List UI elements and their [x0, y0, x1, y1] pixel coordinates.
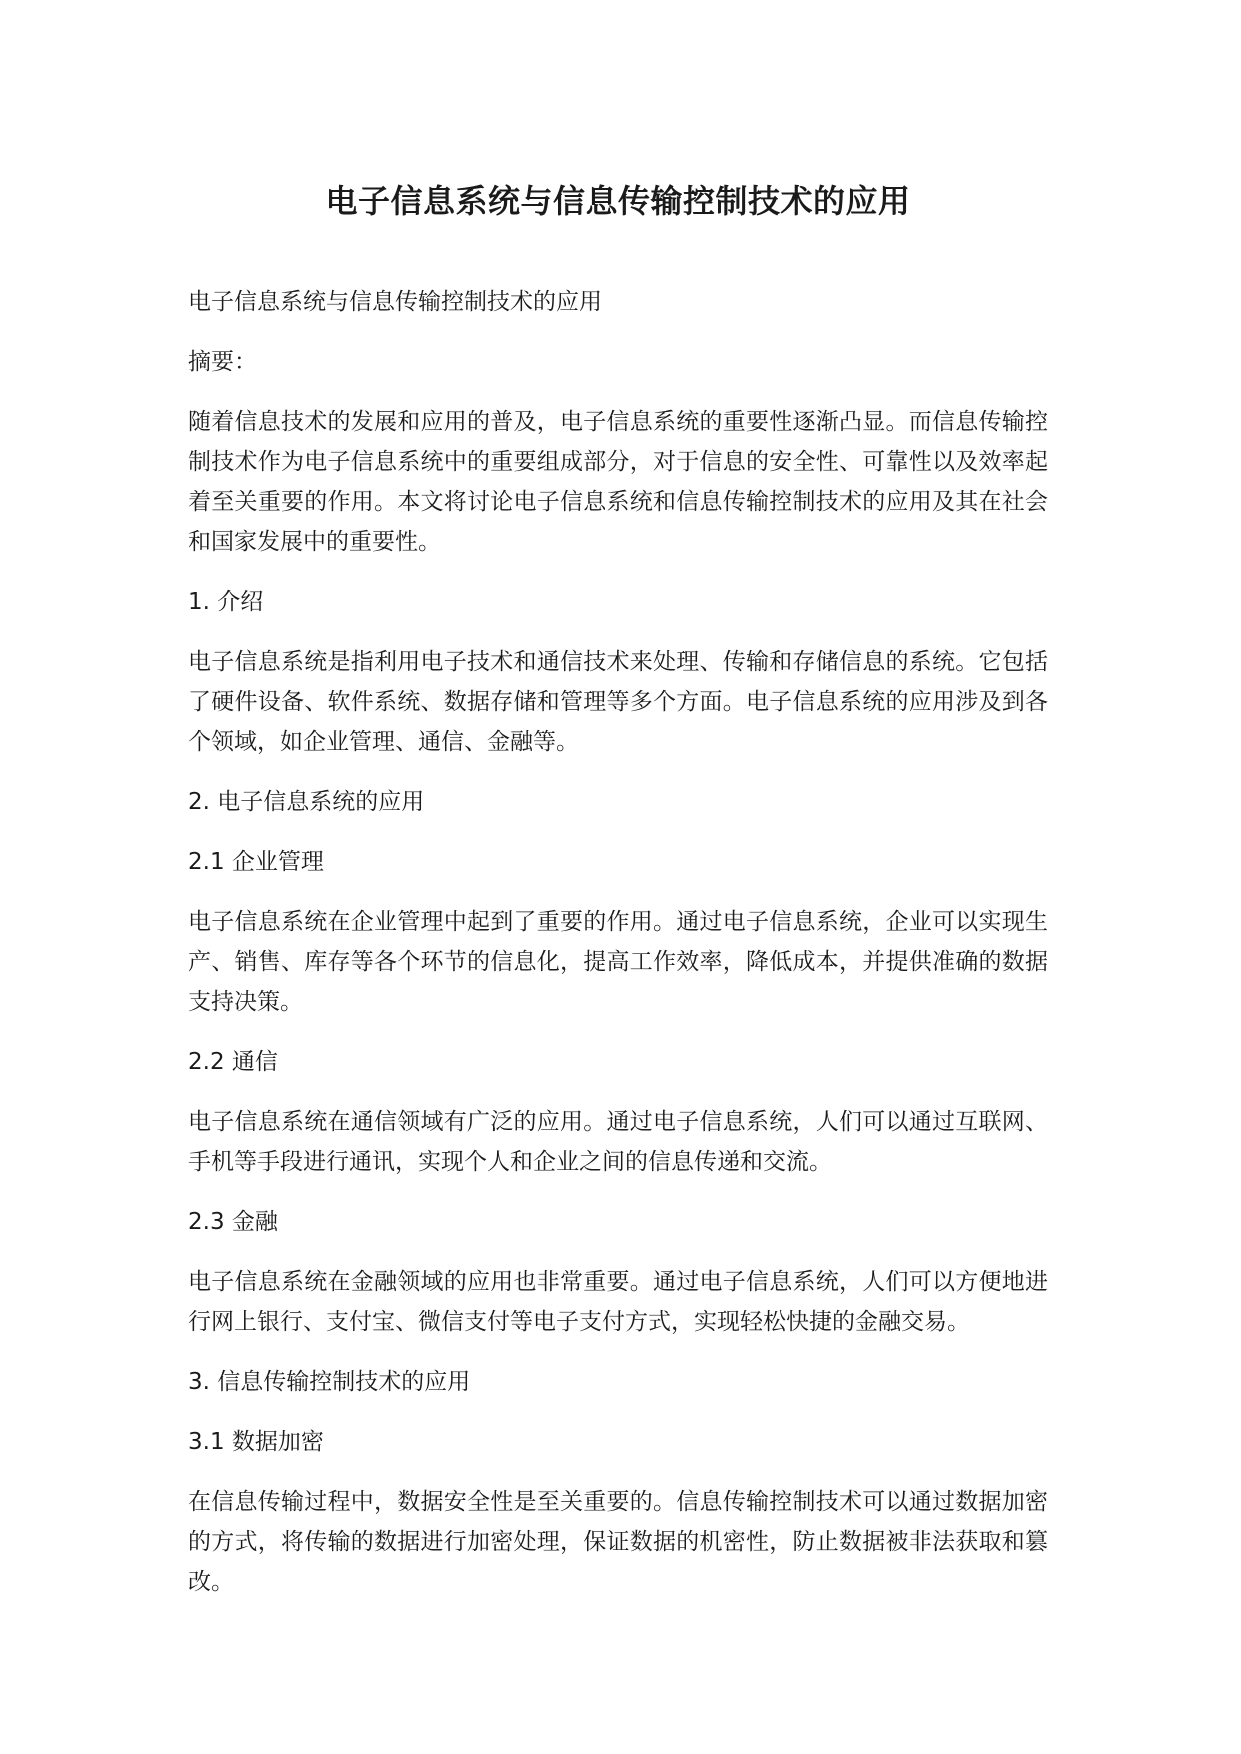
- section-heading-3: 3. 信息传输控制技术的应用: [188, 1369, 471, 1395]
- subsection-2-3-paragraph: 电子信息系统在金融领域的应用也非常重要。通过电子信息系统，人们可以方便地进行网上银行、支付宝、微信支付等电子支付方式，实现轻松快捷的金融交易。: [188, 1269, 1048, 1335]
- document-title: 电子信息系统与信息传输控制技术的应用: [325, 182, 911, 220]
- section-heading-2: 2. 电子信息系统的应用: [188, 789, 425, 815]
- subsection-heading-2-3: 2.3 金融: [188, 1209, 278, 1235]
- subsection-heading-2-2: 2.2 通信: [188, 1049, 278, 1075]
- subsection-2-1-paragraph: 电子信息系统在企业管理中起到了重要的作用。通过电子信息系统，企业可以实现生产、销售、库存等各个环节的信息化，提高工作效率，降低成本，并提供准确的数据支持决策。: [188, 909, 1048, 1015]
- section-1-paragraph: 电子信息系统是指利用电子技术和通信技术来处理、传输和存储信息的系统。它包括了硬件设备、软件系统、数据存储和管理等多个方面。电子信息系统的应用涉及到各个领域，如企业管理、通信、金融等。: [188, 649, 1048, 755]
- subsection-3-1-paragraph: 在信息传输过程中，数据安全性是至关重要的。信息传输控制技术可以通过数据加密的方式，将传输的数据进行加密处理，保证数据的机密性，防止数据被非法获取和篡改。: [188, 1489, 1048, 1595]
- abstract-heading: 摘要：: [188, 349, 257, 375]
- subtitle-paragraph: 电子信息系统与信息传输控制技术的应用: [188, 289, 602, 315]
- abstract-paragraph: 随着信息技术的发展和应用的普及，电子信息系统的重要性逐渐凸显。而信息传输控制技术作为电子信息系统中的重要组成部分，对于信息的安全性、可靠性以及效率起着至关重要的作用。本文将讨论电子信息系统和信息传输控制技术的应用及其在社会和国家发展中的重要性。: [188, 409, 1048, 555]
- section-heading-1: 1. 介绍: [188, 589, 264, 615]
- subsection-heading-3-1: 3.1 数据加密: [188, 1429, 324, 1455]
- document-body: [188, 282, 1048, 1622]
- subsection-heading-2-1: 2.1 企业管理: [188, 849, 324, 875]
- subsection-2-2-paragraph: 电子信息系统在通信领域有广泛的应用。通过电子信息系统，人们可以通过互联网、手机等手段进行通讯，实现个人和企业之间的信息传递和交流。: [188, 1109, 1048, 1175]
